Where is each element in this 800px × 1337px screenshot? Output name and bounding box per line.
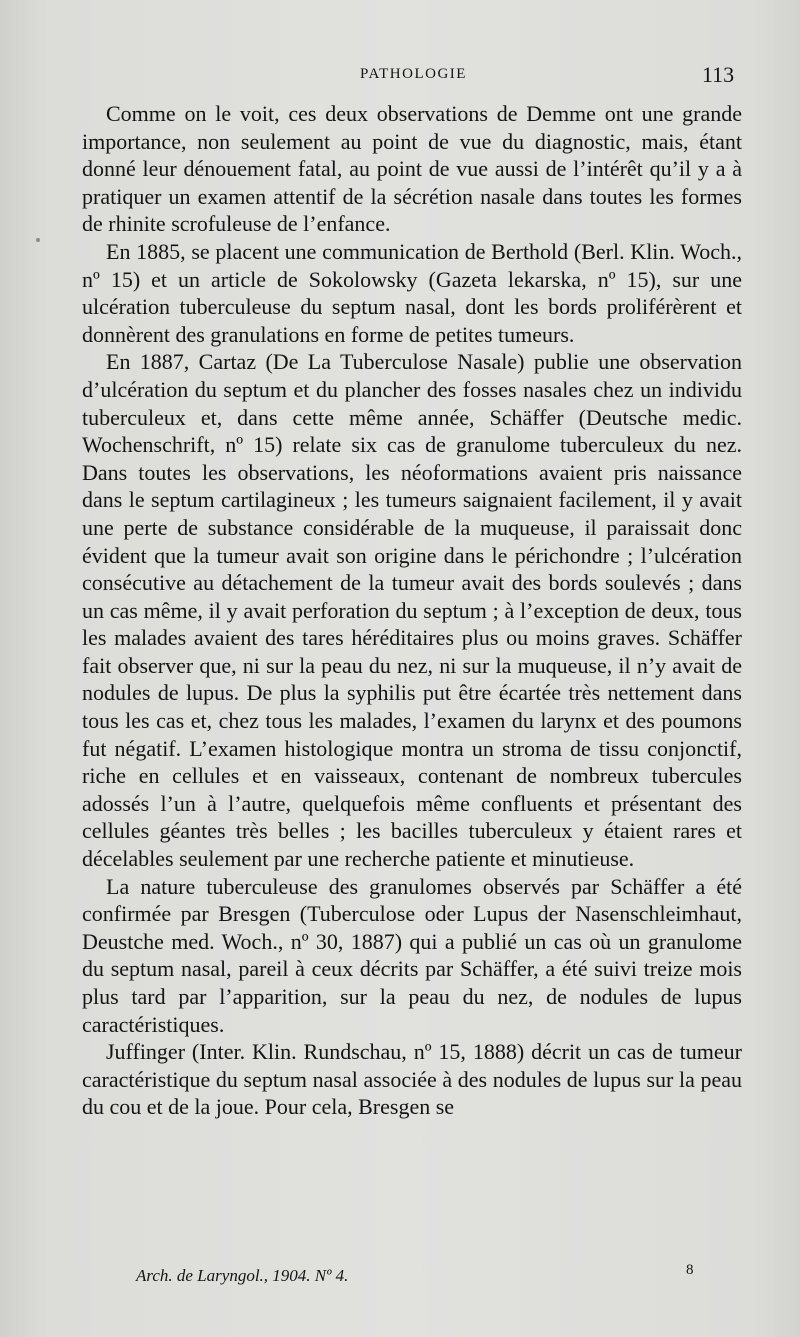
paragraph: En 1885, se placent une communication de Berthold (Berl. Klin. Woch., nº 15) et un article de Sokolowsky (Gazeta lekarska, nº 15), sur une ulcération tuberculeuse du septum nasal, dont les bords proliférèrent et donnèrent des granulations en forme de petites tumeurs. — [82, 238, 742, 347]
paragraph: En 1887, Cartaz (De La Tuberculose Nasale) publie une observation d’ulcération du septum et du plancher des fosses nasales chez un individu tuberculeux et, dans cette même année, Schäffer (Deutsche medic. Wochenschrift, nº 15) relate six cas de granulome tuberculeux du nez. Dans toutes les observations, les néoformations avaient pris naissance dans le septum cartilagineux ; les tumeurs saignaient facilement, il y avait une perte de substance considérable de la muqueuse, il paraissait donc évident que la tumeur avait son origine dans le périchondre ; l’ulcération consécutive au détachement de la tumeur avait des bords soulevés ; dans un cas même, il y avait perforation du septum ; à l’exception de deux, tous les malades avaient des tares héréditaires plus ou moins graves. Schäffer fait observer que, ni sur la peau du nez, ni sur la muqueuse, il n’y avait de nodules de lupus. De plus la syphilis put être écartée très nettement dans tous les cas et, chez tous les malades, l’examen du larynx et des poumons fut négatif. L’examen histologique montra un stroma de tissu conjonctif, riche en cellules et en vaisseaux, contenant de nombreux tubercules adossés l’un à l’autre, quelquefois même confluents et présentant des cellules géantes très belles ; les bacilles tuberculeux y étaient rares et décelables seulement par une recherche patiente et minutieuse. — [82, 349, 742, 872]
running-title: PATHOLOGIE — [360, 66, 467, 82]
signature-mark: 8 — [686, 1262, 694, 1278]
body-text — [82, 100, 742, 1121]
paragraph: La nature tuberculeuse des granulomes observés par Schäffer a été confirmée par Bresgen (Tuberculose oder Lupus der Nasenschleimhaut, Deustche med. Woch., nº 30, 1887) qui a publié un cas où un granulome du septum nasal, pareil à ceux décrits par Schäffer, a été suivi treize mois plus tard par l’apparition, sur la peau du nez, de nodules de lupus caractéristiques. — [82, 873, 742, 1037]
page-header — [0, 62, 800, 88]
paragraph: Juffinger (Inter. Klin. Rundschau, nº 15, 1888) décrit un cas de tumeur caractéristique du septum nasal associée à des nodules de lupus sur la peau du cou et de la joue. Pour cela, Bresgen se — [82, 1039, 742, 1120]
journal-reference: Arch. de Laryngol., 1904. Nº 4. — [136, 1266, 349, 1285]
page-number: 113 — [702, 62, 735, 87]
paper-speck — [36, 238, 40, 242]
page-footer — [0, 1262, 800, 1288]
paragraph: Comme on le voit, ces deux observations de Demme ont une grande importance, non seulement au point de vue du diagnostic, mais, étant donné leur dénouement fatal, au point de vue aussi de l’intérêt qu’il y a à pratiquer un examen attentif de la sécrétion nasale dans toutes les formes de rhinite scrofuleuse de l’enfance. — [82, 101, 742, 237]
